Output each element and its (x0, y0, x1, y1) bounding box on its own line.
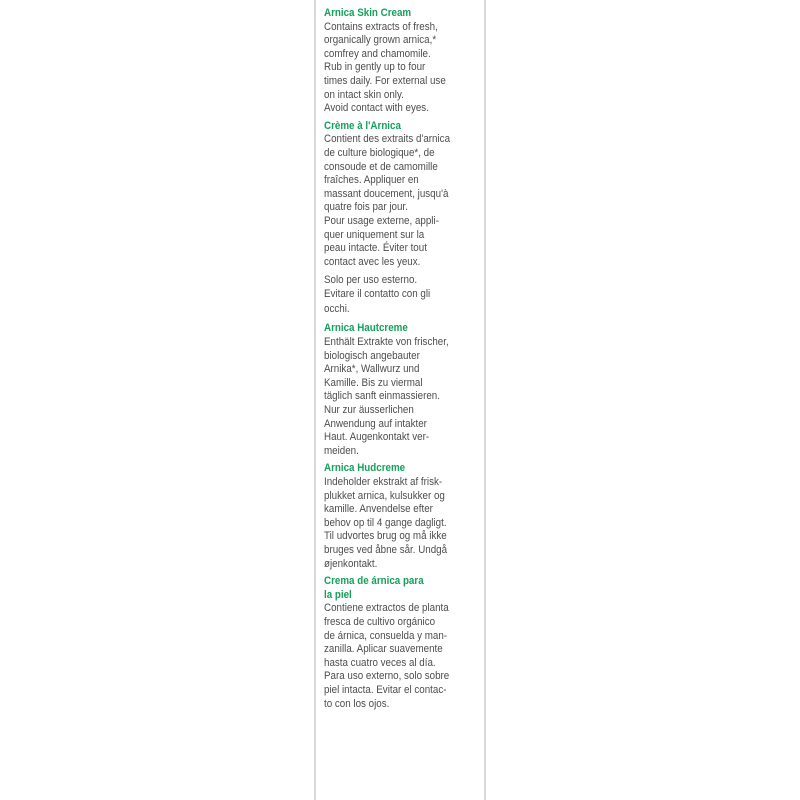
body-line: zanilla. Aplicar suavemente (324, 643, 443, 656)
section-heading: Crema de árnica para (324, 575, 424, 588)
body-line: peau intacte. Éviter tout (324, 242, 427, 255)
body-line: hasta cuatro veces al día. (324, 656, 436, 669)
section-heading-continued: la piel (324, 588, 352, 601)
section-heading: Arnica Hudcreme (324, 462, 406, 475)
body-line: Arnika*, Wallwurz und (324, 363, 420, 376)
section-heading: Crème à l'Arnica (324, 119, 401, 132)
body-line: Contains extracts of fresh, (324, 20, 438, 33)
body-line: fresca de cultivo orgánico (324, 615, 436, 628)
body-line: bruges ved åbne sår. Undgå (324, 543, 448, 556)
body-line: Enthält Extrakte von frischer, (324, 336, 449, 349)
body-line: behov op til 4 gange dagligt. (324, 516, 447, 529)
body-line: Solo per uso esterno. (324, 274, 418, 287)
body-line: on intact skin only. (324, 88, 404, 101)
body-line: Haut. Augenkontakt ver- (324, 431, 430, 444)
body-line: organically grown arnica,* (324, 34, 437, 47)
body-line: to con los ojos. (324, 697, 390, 710)
body-line: fraîches. Appliquer en (324, 174, 419, 187)
body-line: Contient des extraits d'arnica (324, 133, 451, 146)
section-heading: Arnica Hautcreme (324, 322, 408, 335)
body-line: Evitare il contatto con gli (324, 287, 431, 300)
body-line: piel intacta. Evitar el contac- (324, 683, 447, 696)
section-heading: Arnica Skin Cream (324, 7, 412, 19)
body-line: Anwendung auf intakter (324, 417, 427, 430)
body-line: Indeholder ekstrakt af frisk- (324, 476, 443, 488)
body-line: Contiene extractos de planta (324, 602, 449, 615)
section-french (324, 120, 484, 270)
body-line: Avoid contact with eyes. (324, 102, 429, 115)
section-danish (324, 462, 484, 571)
body-line: meiden. (324, 444, 359, 457)
body-line: de árnica, consuelda y man- (324, 629, 448, 642)
body-line: quer uniquement sur la (324, 228, 425, 241)
body-line: times daily. For external use (324, 74, 446, 87)
body-line: massant doucement, jusqu'à (324, 187, 449, 200)
section-italian (324, 274, 484, 318)
body-line: täglich sanft einmassieren. (324, 390, 440, 403)
body-line: quatre fois par jour. (324, 201, 408, 214)
section-spanish (324, 575, 484, 711)
body-line: consoude et de camomille (324, 160, 438, 173)
body-line: de culture biologique*, de (324, 146, 435, 159)
leaflet-text (324, 7, 484, 711)
body-line: plukket arnica, kulsukker og (324, 489, 445, 502)
body-line: Til udvortes brug og må ikke (324, 530, 447, 543)
section-english (324, 7, 484, 116)
body-line: kamille. Anvendelse efter (324, 503, 433, 516)
body-line: Nur zur äusserlichen (324, 404, 414, 417)
body-line: occhi. (324, 303, 350, 316)
body-line: Pour usage externe, appli- (324, 214, 439, 227)
leaflet-panel (314, 0, 486, 800)
body-line: biologisch angebauter (324, 349, 420, 362)
section-german (324, 322, 484, 458)
body-line: comfrey and chamomile. (324, 47, 431, 60)
body-line: Kamille. Bis zu viermal (324, 376, 423, 389)
body-line: Para uso externo, solo sobre (324, 670, 450, 683)
body-line: contact avec les yeux. (324, 255, 421, 268)
body-line: Rub in gently up to four (324, 61, 426, 74)
body-line: øjenkontakt. (324, 557, 378, 570)
